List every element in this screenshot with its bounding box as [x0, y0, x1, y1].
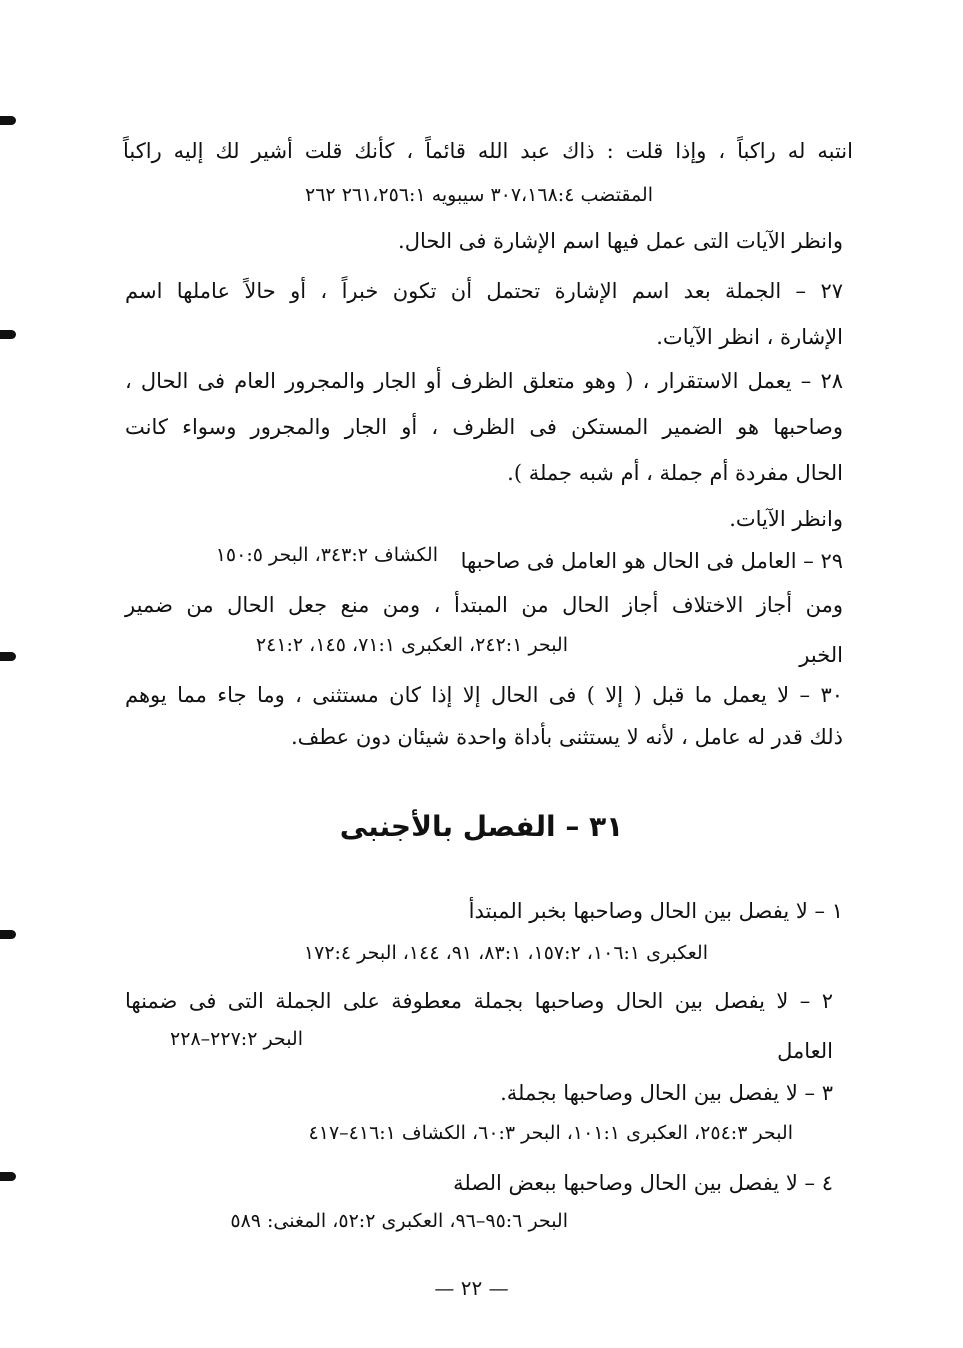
reference-line: البحر ٢٢٧:٢–٢٢٨ [170, 1028, 303, 1050]
page-number: — ٢٢ — [434, 1276, 509, 1300]
section-item: العامل [777, 1039, 833, 1063]
section-item: ١ – لا يفصل بين الحال وصاحبها بخبر المبتدأ [468, 899, 843, 923]
body-line: الحال مفردة أم جملة ، أم شبه جملة ). [507, 461, 843, 485]
binding-mark [0, 1172, 16, 1181]
section-item: ٣ – لا يفصل بين الحال وصاحبها بجملة. [500, 1081, 833, 1105]
reference-line: البحر ٢٥٤:٣، العكبرى ١٠١:١، البحر ٦٠:٣، الكشاف ٤١٦:١–٤١٧ [308, 1122, 793, 1144]
body-line: ومن أجاز الاختلاف أجاز الحال من المبتدأ ، ومن منع جعل الحال من ضمير [125, 593, 843, 617]
reference-line: العكبرى ١٠٦:١، ١٥٧:٢، ٨٣:١، ٩١، ١٤٤، البحر ١٧٢:٤ [303, 942, 708, 964]
body-line: ٢٩ – العامل فى الحال هو العامل فى صاحبها [460, 549, 843, 573]
body-line: ذلك قدر له عامل ، لأنه لا يستثنى بأداة واحدة شيئان دون عطف. [290, 725, 843, 749]
body-line: الخبر [799, 643, 843, 667]
reference-line: الكشاف ٣٤٣:٢، البحر ١٥٠:٥ [215, 544, 438, 566]
body-line: الإشارة ، انظر الآيات. [656, 325, 843, 349]
section-item: ٤ – لا يفصل بين الحال وصاحبها ببعض الصلة [453, 1171, 833, 1195]
binding-mark [0, 652, 16, 661]
body-line: ٣٠ – لا يعمل ما قبل ( إلا ) فى الحال إلا إذا كان مستثنى ، وما جاء مما يوهم [125, 683, 843, 707]
binding-mark [0, 930, 16, 939]
reference-line: المقتضب ٣٠٧،١٦٨:٤ سيبويه ٢٦١،٢٥٦:١ ٢٦٢ [305, 184, 653, 206]
reference-line: البحر ٩٥:٦–٩٦، العكبرى ٥٢:٢، المغنى: ٥٨٩ [230, 1210, 568, 1232]
body-line: ٢٨ – يعمل الاستقرار ، ( وهو متعلق الظرف أو الجار والمجرور العام فى الحال ، [125, 369, 843, 393]
section-item: ٢ – لا يفصل بين الحال وصاحبها بجملة معطوفة على الجملة التى فى ضمنها [125, 989, 833, 1013]
binding-mark [0, 116, 16, 125]
binding-mark [0, 330, 16, 339]
body-line: وانظر الآيات. [729, 507, 843, 531]
body-line: وصاحبها هو الضمير المستكن فى الظرف ، أو الجار والمجرور وسواء كانت [125, 415, 843, 439]
section-title: ٣١ – الفصل بالأجنبى [339, 810, 624, 843]
reference-line: البحر ٢٤٢:١، العكبرى ٧١:١، ١٤٥، ٢٤١:٢ [255, 634, 568, 656]
body-line: انتبه له راكباً ، وإذا قلت : ذاك عبد الله قائماً ، كأنك قلت أشير لك إليه راكباً [123, 139, 853, 163]
body-line: وانظر الآيات التى عمل فيها اسم الإشارة فى الحال. [398, 229, 843, 253]
body-line: ٢٧ – الجملة بعد اسم الإشارة تحتمل أن تكون خبراً ، أو حالاً عاملها اسم [125, 279, 843, 303]
